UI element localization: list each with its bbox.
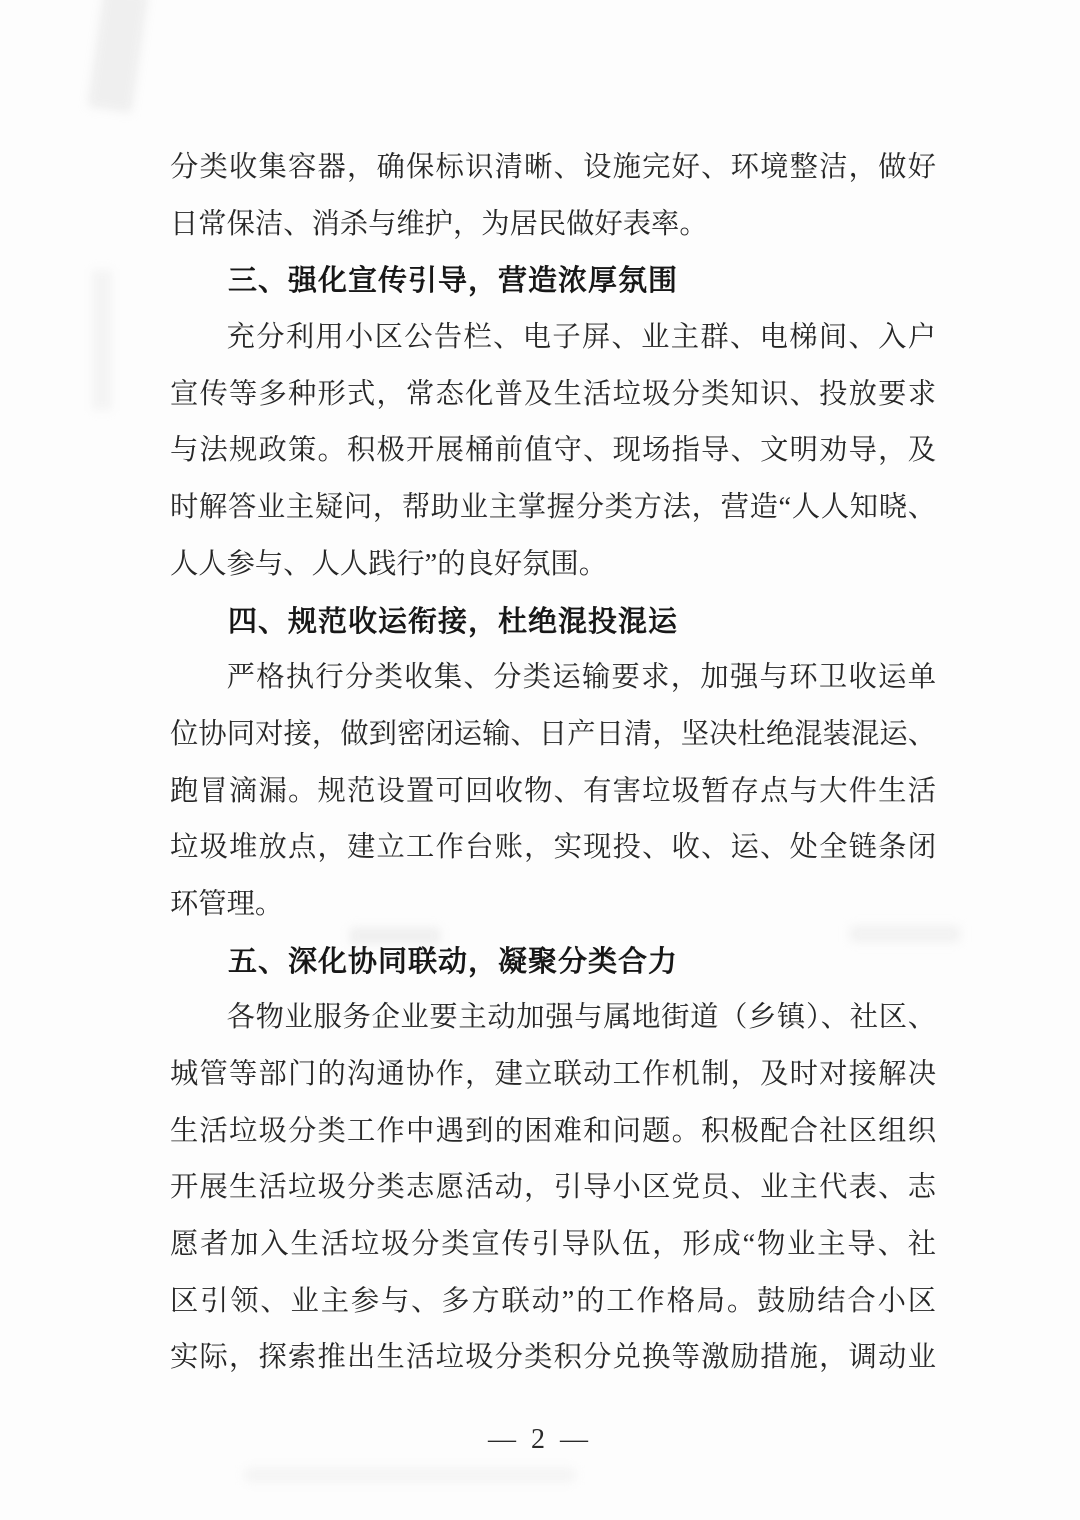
text-line: 垃圾堆放点，建立工作台账，实现投、收、运、处全链条闭: [170, 832, 936, 864]
scan-artifact: [88, 0, 148, 112]
page-number: — 2 —: [488, 1424, 592, 1455]
text-line: 开展生活垃圾分类志愿活动，引导小区党员、业主代表、志: [170, 1172, 936, 1204]
section-heading-3: 三、强化宣传引导，营造浓厚氛围: [228, 265, 679, 298]
text-line: 位协同对接，做到密闭运输、日产日清，坚决杜绝混装混运、: [170, 718, 936, 750]
text-line: 严格执行分类收集、分类运输要求，加强与环卫收运单: [226, 662, 936, 694]
text-line: 愿者加入生活垃圾分类宣传引导队伍，形成“物业主导、社: [170, 1229, 936, 1261]
scan-artifact: [92, 270, 112, 410]
text-line: 日常保洁、消杀与维护，为居民做好表率。: [170, 208, 708, 240]
section-heading-5: 五、深化协同联动，凝聚分类合力: [228, 945, 679, 978]
section-heading-4: 四、规范收运衔接，杜绝混投混运: [228, 605, 679, 638]
text-line: 城管等部门的沟通协作，建立联动工作机制，及时对接解决: [170, 1059, 936, 1090]
text-line: 人人参与、人人践行”的良好氛围。: [170, 548, 608, 580]
text-line: 生活垃圾分类工作中遇到的困难和问题。积极配合社区组织: [170, 1115, 936, 1147]
text-column: [170, 140, 936, 1387]
text-line: 跑冒滴漏。规范设置可回收物、有害垃圾暂存点与大件生活: [170, 775, 936, 807]
text-line: 与法规政策。积极开展桶前值守、现场指导、文明劝导，及: [170, 435, 936, 467]
text-line: 充分利用小区公告栏、电子屏、业主群、电梯间、入户: [226, 322, 936, 354]
scan-artifact: [245, 1468, 575, 1482]
text-line: 环管理。: [170, 888, 284, 920]
text-line: 区引领、业主参与、多方联动”的工作格局。鼓励结合小区: [170, 1285, 936, 1317]
text-line: 实际，探索推出生活垃圾分类积分兑换等激励措施，调动业: [170, 1342, 936, 1374]
text-line: 时解答业主疑问，帮助业主掌握分类方法，营造“人人知晓、: [170, 492, 936, 524]
text-line: 宣传等多种形式，常态化普及生活垃圾分类知识、投放要求: [170, 378, 936, 410]
text-line: 各物业服务企业要主动加强与属地街道（乡镇）、社区、: [226, 1002, 936, 1034]
text-line: 分类收集容器，确保标识清晰、设施完好、环境整洁，做好: [170, 152, 936, 183]
